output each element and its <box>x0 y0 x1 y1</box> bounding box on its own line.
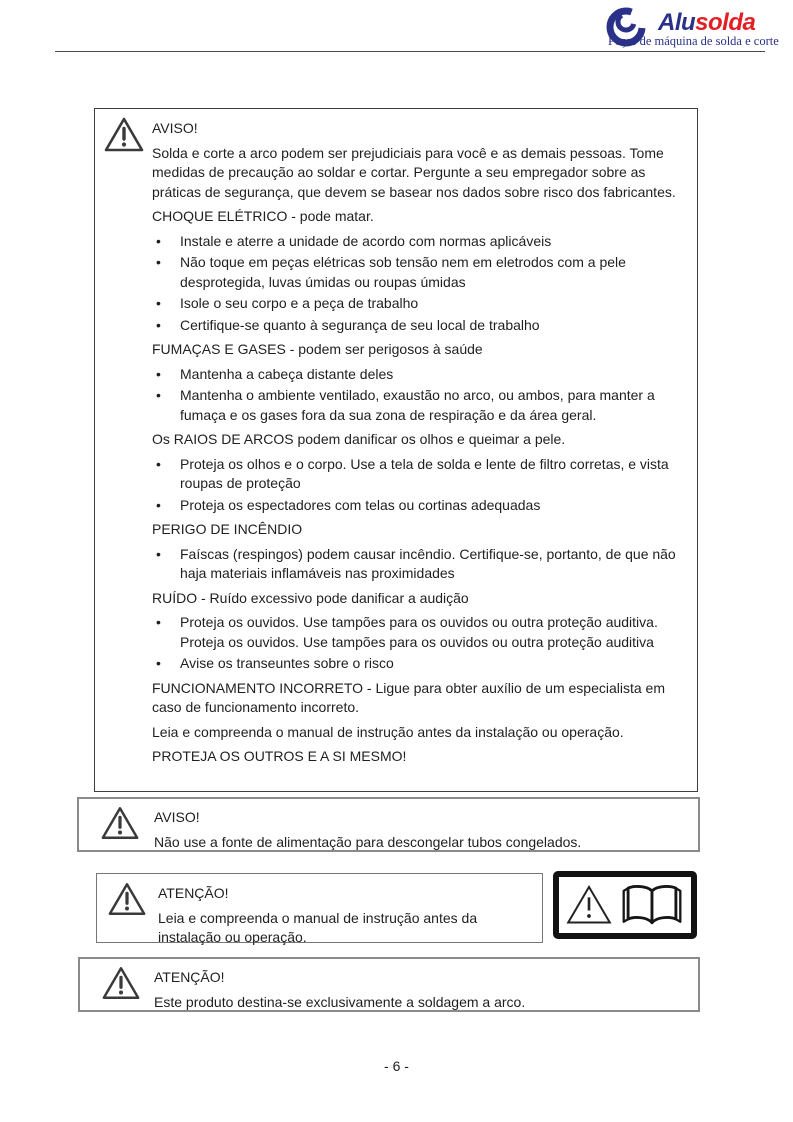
bullet-list-fire-danger <box>152 545 685 584</box>
warning-triangle-icon <box>107 881 147 918</box>
bullet-item: • Mantenha a cabeça distante deles <box>152 365 685 385</box>
brand-name <box>658 9 755 37</box>
section-heading-electric-shock: CHOQUE ELÉTRICO - pode matar. <box>152 208 374 224</box>
attention-text: Leia e compreenda o manual de instrução antes da instalação ou operação. <box>158 909 478 945</box>
section-heading-fumes-gases: FUMAÇAS E GASES - podem ser perigosos à saúde <box>152 341 483 357</box>
warning-text: Não use a fonte de alimentação para descongelar tubos congelados. <box>154 833 582 850</box>
section-heading-noise: RUÍDO - Ruído excessivo pode danificar a audição <box>152 589 469 606</box>
bullet-item: • Proteja os espectadores com telas ou cortinas adequadas <box>152 496 685 516</box>
warning-triangle-icon <box>100 805 140 842</box>
warning-box-defrost-content <box>154 803 686 857</box>
bullet-item: • Não toque em peças elétricas sob tensão nem em eletrodos com a pele desprotegida, luvas úmidas ou roupas úmidas <box>152 253 685 292</box>
warning-title: AVISO! <box>152 120 198 136</box>
warning-title: AVISO! <box>154 809 200 825</box>
company-logo <box>600 2 779 50</box>
bullet-item: • Instale e aterre a unidade de acordo com normas aplicáveis <box>152 232 685 252</box>
attention-title: ATENÇÃO! <box>154 969 225 985</box>
header-divider <box>55 51 765 52</box>
bullet-item: • Faíscas (respingos) podem causar incêndio. Certifique-se, portanto, de que não haja materiais inflamáveis nas proximidades <box>152 545 685 584</box>
section-heading-fire-danger: PERIGO DE INCÊNDIO <box>152 521 303 537</box>
attention-box-arc-content <box>154 963 686 1017</box>
warning-box-defrost <box>77 797 700 852</box>
closing-paragraph-protect: PROTEJA OS OUTROS E A SI MESMO! <box>152 748 407 764</box>
bullet-item: • Avise os transeuntes sobre o risco <box>152 654 685 674</box>
brand-name-alu: Alu <box>658 9 696 36</box>
bullet-list-fumes-gases <box>152 365 685 426</box>
bullet-item: • Certifique-se quanto à segurança de seu local de trabalho <box>152 316 685 336</box>
brand-tagline: Peças de máquina de solda e corte <box>608 34 779 48</box>
manual-pictogram-box <box>553 871 697 939</box>
bullet-list-electric-shock <box>152 232 685 336</box>
section-heading-arc-rays: Os RAIOS DE ARCOS podem danificar os olhos e queimar a pele. <box>152 431 566 447</box>
bullet-item: • Isole o seu corpo e a peça de trabalho <box>152 294 685 314</box>
closing-paragraph-malfunction: FUNCIONAMENTO INCORRETO - Ligue para obter auxílio de um especialista em caso de funcionamento incorreto. <box>152 679 665 715</box>
attention-box-manual <box>96 873 543 943</box>
bullet-item: • Proteja os ouvidos. Use tampões para os ouvidos ou outra proteção auditiva. Proteja os ouvidos. Use tampões para os ouvidos ou outra proteção auditiva <box>152 613 685 652</box>
warning-box-main-content <box>152 114 685 772</box>
bullet-list-arc-rays <box>152 455 685 516</box>
brand-name-solda: solda <box>695 9 756 36</box>
attention-title: ATENÇÃO! <box>158 885 229 901</box>
warning-box-main <box>94 108 698 792</box>
open-book-icon <box>620 882 684 928</box>
bullet-list-noise <box>152 613 685 674</box>
warning-triangle-icon <box>566 884 612 926</box>
page-number: - 6 - <box>384 1058 409 1074</box>
attention-box-arc <box>78 957 700 1012</box>
bullet-item: • Mantenha o ambiente ventilado, exaustão no arco, ou ambos, para manter a fumaça e os gases fora da sua zona de respiração e da área geral. <box>152 386 685 425</box>
closing-paragraph-read-manual: Leia e compreenda o manual de instrução antes da instalação ou operação. <box>152 723 624 740</box>
bullet-item: • Proteja os olhos e o corpo. Use a tela de solda e lente de filtro corretas, e vista roupas de proteção <box>152 455 685 494</box>
warning-intro: Solda e corte a arco podem ser prejudiciais para você e as demais pessoas. Tome medidas de precaução ao soldar e cortar. Pergunte a seu empregador sobre as práticas de segurança, que devem se basear nos dados sobre risco dos fabricantes. <box>152 144 676 200</box>
warning-triangle-icon <box>101 965 141 1002</box>
warning-triangle-icon <box>103 116 145 154</box>
attention-text: Este produto destina-se exclusivamente a soldagem a arco. <box>154 993 526 1010</box>
attention-box-manual-content <box>158 879 530 953</box>
